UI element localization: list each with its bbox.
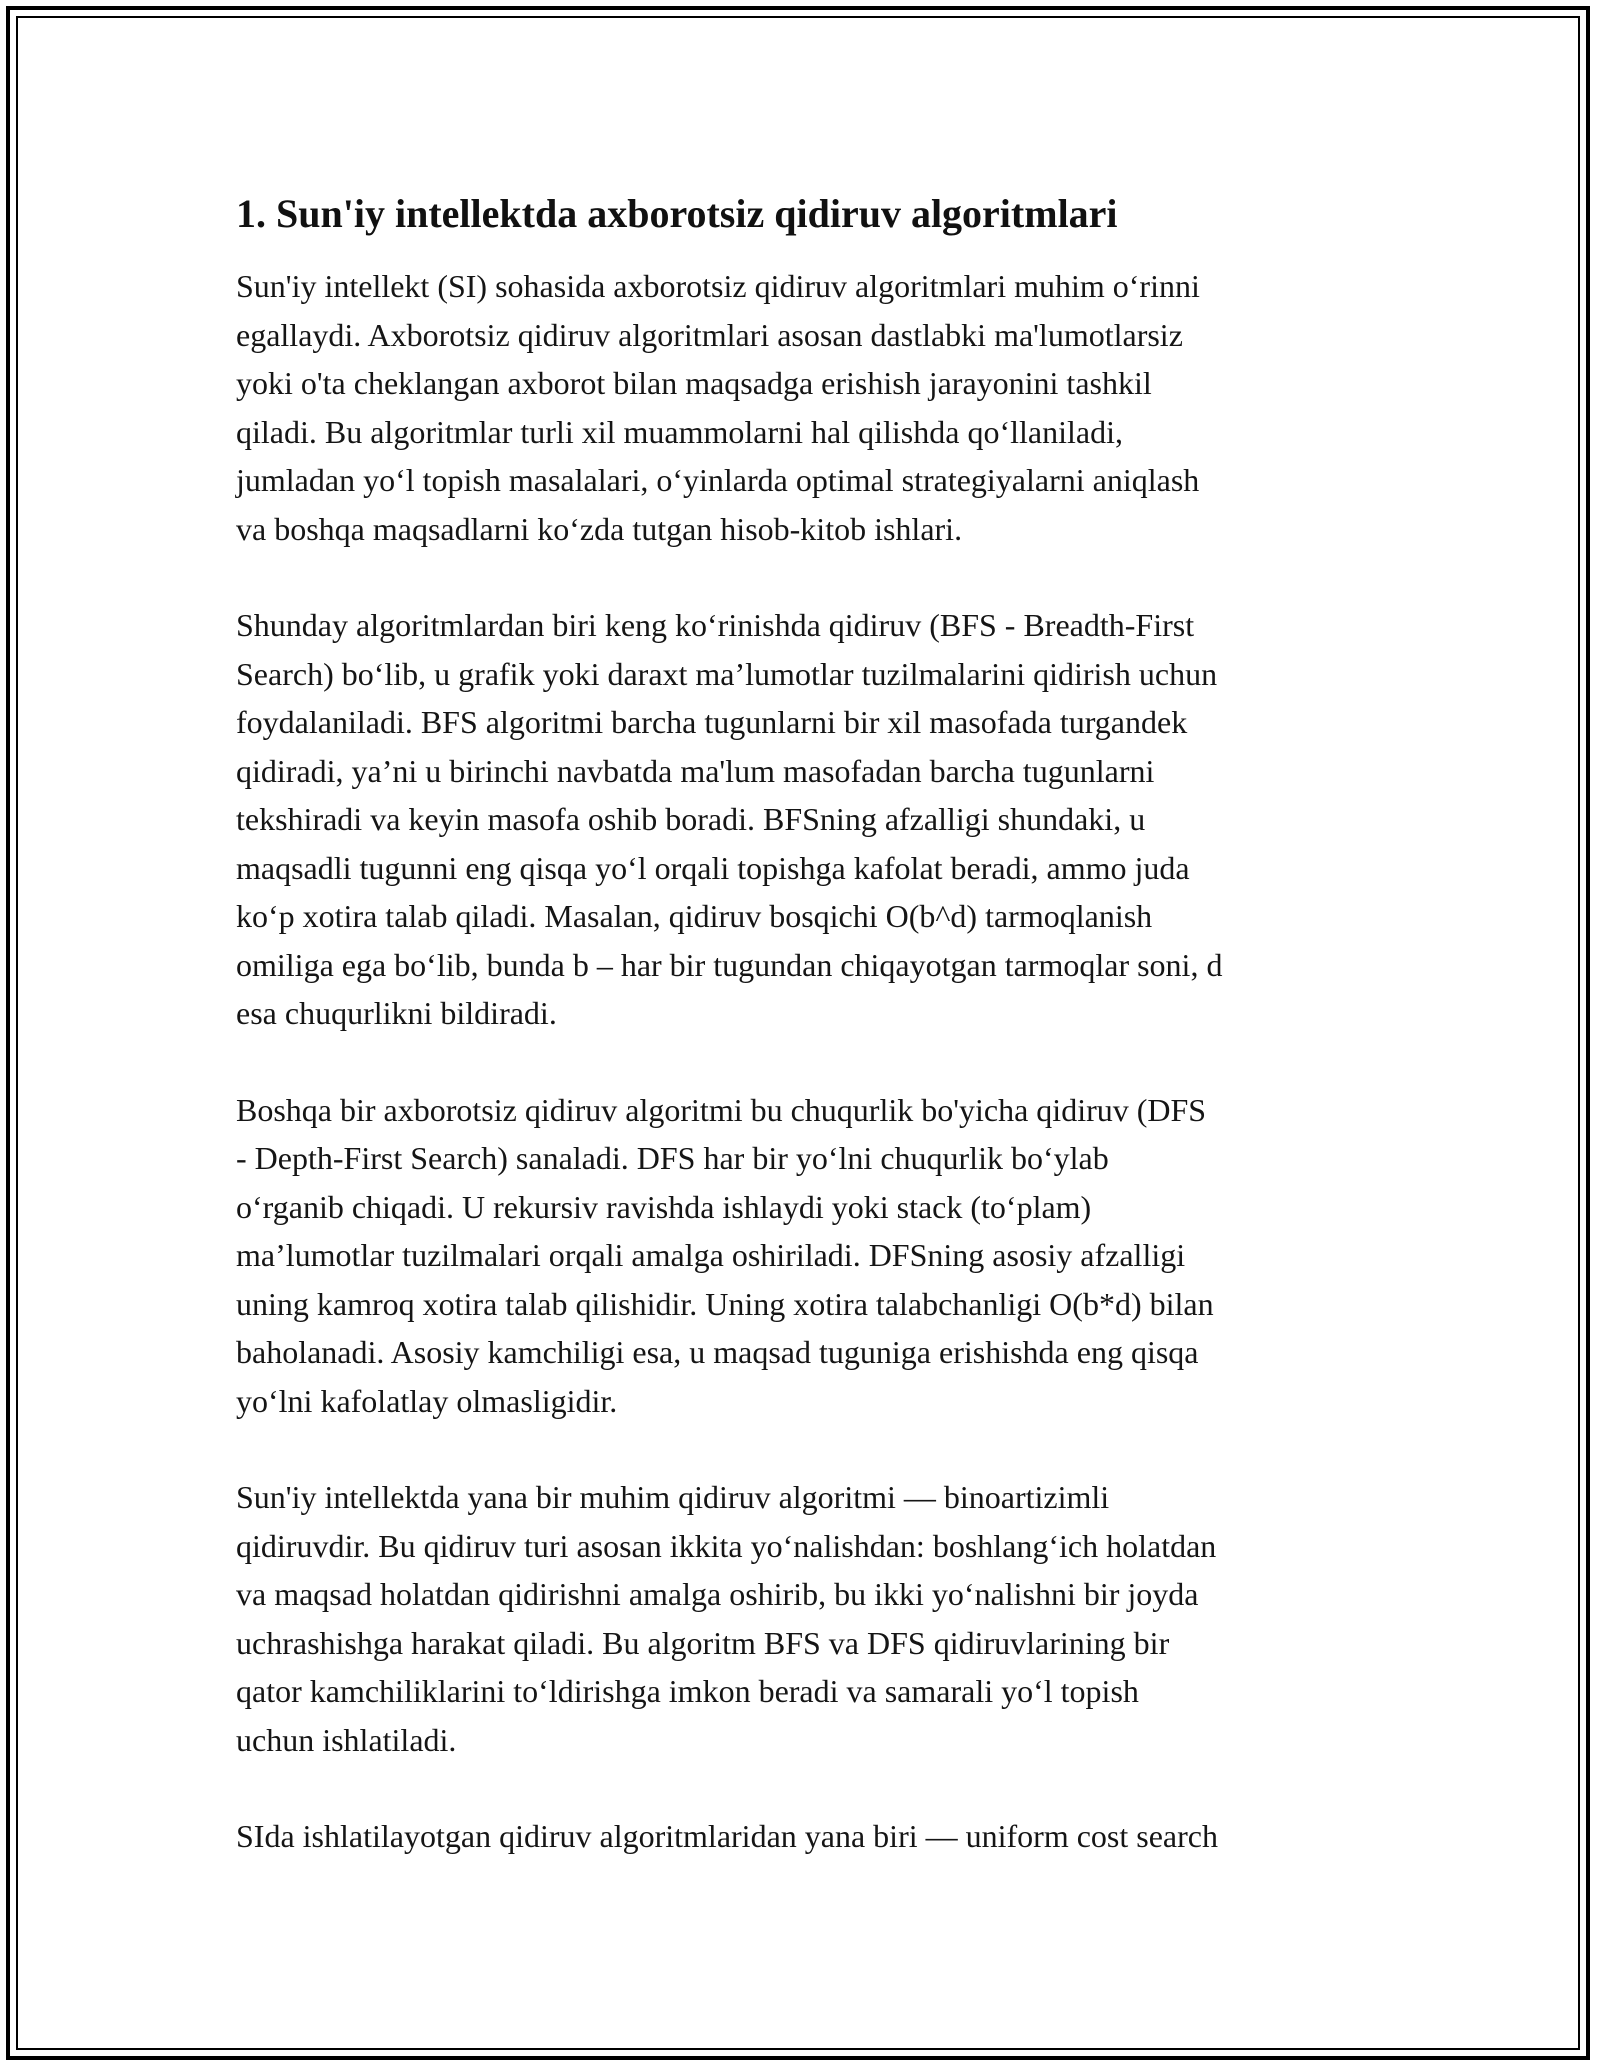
text-line: va maqsad holatdan qidirishni amalga oshirib, bu ikki yo‘nalishni bir joyda: [236, 1576, 1199, 1612]
text-line: omiliga ega bo‘lib, bunda b – har bir tugundan chiqayotgan tarmoqlar soni, d: [236, 946, 1223, 983]
text-line: qiladi. Bu algoritmlar turli xil muammolarni hal qilishda qo‘llaniladi,: [236, 413, 1123, 450]
text-line: Boshqa bir axborotsiz qidiruv algoritmi bu chuqurlik bo'yicha qidiruv (DFS: [236, 1091, 1207, 1128]
paragraph-dfs: [236, 1086, 1376, 1426]
text-line: ma’lumotlar tuzilmalari orqali amalga oshiriladi. DFSning asosiy afzalligi: [236, 1237, 1186, 1273]
text-line: uchun ishlatiladi.: [236, 1721, 457, 1758]
document-title: 1. Sun'iy intellektda axborotsiz qidiruv algoritmlari: [236, 191, 1118, 236]
text-line: tekshiradi va keyin masofa oshib boradi. BFSning afzalligi shundaki, u: [236, 801, 1146, 837]
text-line: yo‘lni kafolatlay olmasligidir.: [236, 1382, 618, 1419]
text-line: yoki o'ta cheklangan axborot bilan maqsadga erishish jarayonini tashkil: [236, 365, 1152, 401]
paragraph-bidirectional: [236, 1473, 1376, 1764]
text-line: qator kamchiliklarini to‘ldirishga imkon beradi va samarali yo‘l topish: [236, 1673, 1139, 1709]
text-line: ko‘p xotira talab qiladi. Masalan, qidiruv bosqichi O(b^d) tarmoqlanish: [236, 898, 1153, 934]
text-line: uning kamroq xotira talab qilishidir. Uning xotira talabchanligi O(b*d) bilan: [236, 1285, 1214, 1322]
paragraph-uniform-cost: [236, 1812, 1376, 1861]
text-line: uchrashishga harakat qiladi. Bu algoritm BFS va DFS qidiruvlarining bir: [236, 1624, 1170, 1661]
text-line: Shunday algoritmlardan biri keng ko‘rinishda qidiruv (BFS - Breadth-First: [236, 607, 1195, 643]
text-line: qidiruvdir. Bu qidiruv turi asosan ikkita yo‘nalishdan: boshlang‘ich holatdan: [236, 1527, 1217, 1564]
text-line: foydalaniladi. BFS algoritmi barcha tugunlarni bir xil masofada turgandek: [236, 704, 1188, 740]
text-line: jumladan yo‘l topish masalalari, o‘yinlarda optimal strategiyalarni aniqlash: [236, 462, 1200, 498]
text-line: Sun'iy intellektda yana bir muhim qidiruv algoritmi — binoartizimli: [236, 1479, 1110, 1515]
text-line: egallaydi. Axborotsiz qidiruv algoritmlari asosan dastlabki ma'lumotlarsiz: [236, 316, 1183, 353]
text-line: baholanadi. Asosiy kamchiligi esa, u maqsad tuguniga erishishda eng qisqa: [236, 1334, 1199, 1370]
text-line: - Depth-First Search) sanaladi. DFS har bir yo‘lni chuqurlik bo‘ylab: [236, 1140, 1109, 1176]
text-line: qidiradi, ya’ni u birinchi navbatda ma'lum masofadan barcha tugunlarni: [236, 752, 1155, 789]
text-line: SIda ishlatilayotgan qidiruv algoritmlaridan yana biri — uniform cost search: [236, 1818, 1218, 1854]
text-line: Sun'iy intellekt (SI) sohasida axborotsiz qidiruv algoritmlari muhim o‘rinni: [236, 268, 1200, 304]
text-line: esa chuqurlikni bildiradi.: [236, 995, 557, 1031]
document-body: [236, 188, 1376, 1909]
paragraph-intro: [236, 262, 1376, 553]
text-line: Search) bo‘lib, u grafik yoki daraxt ma’lumotlar tuzilmalarini qidirish uchun: [236, 655, 1218, 692]
text-line: o‘rganib chiqadi. U rekursiv ravishda ishlaydi yoki stack (to‘plam): [236, 1188, 1092, 1225]
text-line: va boshqa maqsadlarni ko‘zda tutgan hisob-kitob ishlari.: [236, 510, 963, 547]
paragraph-bfs: [236, 601, 1376, 1038]
text-line: maqsadli tugunni eng qisqa yo‘l orqali topishga kafolat beradi, ammo juda: [236, 849, 1190, 886]
